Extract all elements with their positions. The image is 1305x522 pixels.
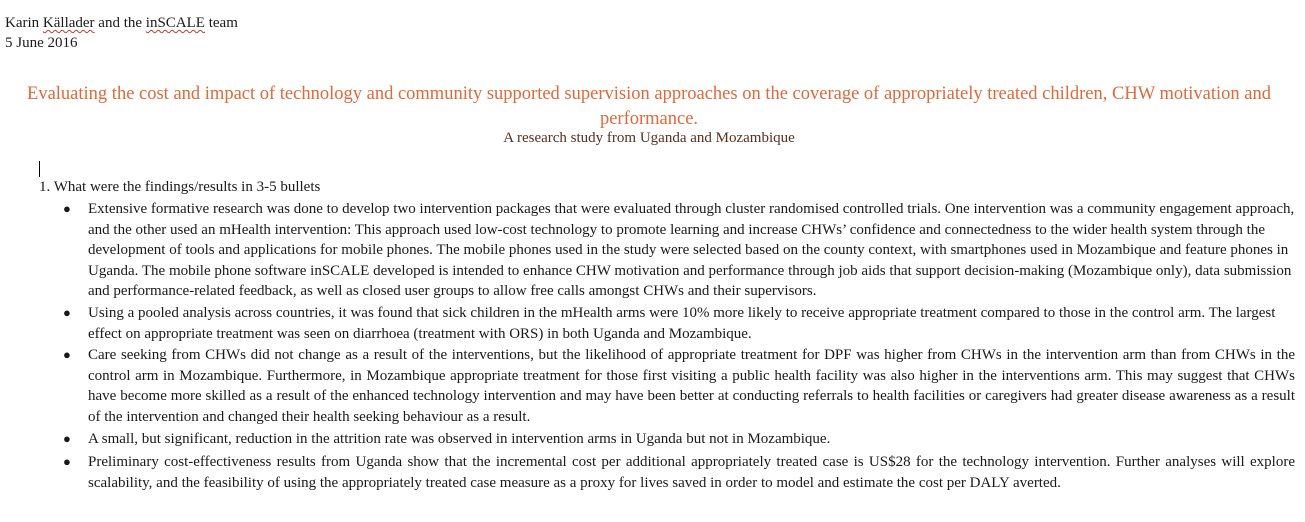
bullet-icon: ●	[63, 454, 71, 470]
team-name-misspelled[interactable]: inSCALE	[145, 15, 205, 31]
bullet-icon: ●	[63, 201, 71, 216]
author-text-3: team	[204, 15, 238, 31]
finding-text: Preliminary cost-effectiveness results from Uganda show that the incremental cost per additional appropriately treated case is US$28 for the technology intervention. Further analyses will explore scalability, and the feasibility of using the appropriately treated case measure as a proxy for lives saved in order to model and estimate the cost per DALY averted.	[88, 454, 1295, 491]
document-date: 5 June 2016	[5, 35, 78, 51]
author-text-2: and the	[94, 15, 146, 31]
author-text-1: Karin	[5, 15, 43, 31]
bullet-icon: ●	[63, 430, 71, 446]
author-name-misspelled[interactable]: Källader	[42, 15, 95, 31]
finding-text: A small, but significant, reduction in the attrition rate was observed in intervention arms in Uganda but not in Mozambique.	[88, 430, 831, 447]
document-subtitle: A research study from Uganda and Mozambique	[503, 130, 795, 146]
finding-item	[60, 429, 1295, 450]
author-line	[5, 13, 238, 33]
document-title: Evaluating the cost and impact of technology and community supported supervision approaches on the coverage of appropriately treated children, CHW motivation and performance.	[27, 84, 1271, 129]
question-heading: 1. What were the findings/results in 3-5 bullets	[39, 179, 321, 195]
finding-text: Care seeking from CHWs did not change as a result of the interventions, but the likelihood of appropriate treatment for DPF was higher from CHWs in the intervention arm than from CHWs in the control arm in Mozambique. Furthermore, in Mozambique appropriate treatment for those first visiting a public health facility was also higher in the interventions arm. This may suggest that CHWs have become more skilled as a result of the enhanced technology intervention and may have been better at conducting referrals to health facilities or caregivers had greater disease awareness as a result of the intervention and changed their health seeking behaviour as a result.	[88, 347, 1295, 425]
finding-text: Using a pooled analysis across countries, it was found that sick children in the mHealth arms were 10% more likely to receive appropriate treatment compared to those in the control arm. The largest effect on appropriate treatment was seen on diarrhoea (treatment with ORS) in both Uganda and Mozambique.	[88, 304, 1276, 342]
finding-item	[60, 199, 1295, 302]
text-cursor	[39, 161, 40, 177]
finding-item	[60, 452, 1295, 493]
finding-item	[60, 303, 1295, 344]
finding-text: Extensive formative research was done to develop two intervention packages that were evaluated through cluster randomised controlled trials. One intervention was a community engagement approach, and the other used an mHealth intervention: This approach used low-cost technology to promote learning and increase CHWs’ confidence and connectedness to the wider health system through the development of tools and applications for mobile phones. The mobile phones used in the study were selected based on the county context, with smartphones used in Mozambique and feature phones in Uganda. The mobile phone software inSCALE developed is intended to enhance CHW motivation and performance through job aids that support decision-making (Mozambique only), data submission and performance-related feedback, as well as closed user groups to allow free calls amongst CHWs and their supervisors.	[88, 201, 1295, 300]
bullet-icon: ●	[63, 347, 71, 363]
finding-item	[60, 345, 1295, 427]
bullet-icon: ●	[63, 304, 71, 320]
findings-list	[60, 199, 1295, 494]
